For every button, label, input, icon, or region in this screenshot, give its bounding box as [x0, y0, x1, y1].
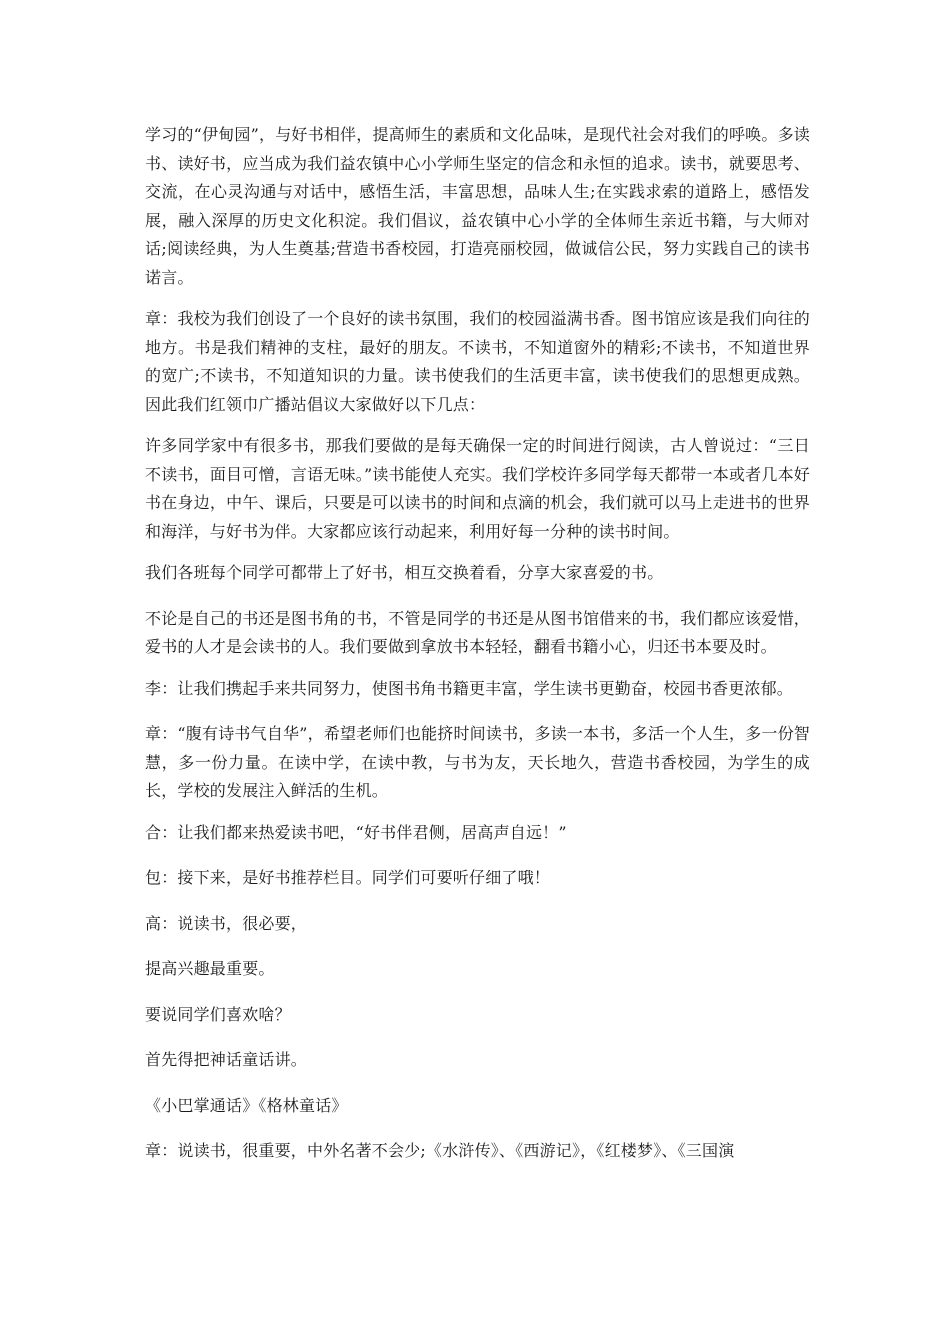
- paragraph-5: 不论是自己的书还是图书角的书，不管是同学的书还是从图书馆借来的书，我们都应该爱惜，爱书的人才是会读书的人。我们要做到拿放书本轻轻，翻看书籍小心，归还书本要及时。: [145, 608, 810, 656]
- paragraph-2: 章：我校为我们创设了一个良好的读书氛围，我们的校园溢满书香。图书馆应该是我们向往的地方。书是我们精神的支柱，最好的朋友。不读书，不知道窗外的精彩;不读书，不知道世界的宽广;不读书，不知道知识的力量。读书使我们的生活更丰富，读书使我们的思想更成熟。因此我们红领巾广播站倡议大家做好以下几点：: [145, 309, 810, 414]
- paragraph-10: 高：说读书，很必要，: [145, 913, 308, 933]
- document-body: [145, 121, 810, 1179]
- paragraph-14: 《小巴掌通话》《格林童话》: [145, 1095, 348, 1115]
- paragraph-1: 学习的“伊甸园”，与好书相伴，提高师生的素质和文化品味，是现代社会对我们的呼唤。多读书、读好书，应当成为我们益农镇中心小学师生坚定的信念和永恒的追求。读书，就要思考、交流，在心灵沟通与对话中，感悟生活，丰富思想，品味人生;在实践求索的道路上，感悟发展，融入深厚的历史文化积淀。我们倡议，益农镇中心小学的全体师生亲近书籍，与大师对话;阅读经典，为人生奠基;营造书香校园，打造亮丽校园，做诚信公民，努力实践自己的读书诺言。: [145, 125, 810, 287]
- paragraph-12: 要说同学们喜欢啥？: [145, 1004, 291, 1024]
- paragraph-13: 首先得把神话童话讲。: [145, 1050, 308, 1069]
- paragraph-8: 合：让我们都来热爱读书吧，“好书伴君侧，居高声自远！”: [145, 822, 567, 842]
- paragraph-6: 李：让我们携起手来共同努力，使图书角书籍更丰富，学生读书更勤奋，校园书香更浓郁。: [145, 678, 794, 698]
- paragraph-4: 我们各班每个同学可都带上了好书，相互交换着看，分享大家喜爱的书。: [145, 563, 664, 582]
- paragraph-11: 提高兴趣最重要。: [145, 959, 275, 978]
- paragraph-15: 章：说读书，很重要，中外名著不会少;《水浒传》、《西游记》，《红楼梦》、《三国演: [145, 1141, 735, 1160]
- paragraph-9: 包：接下来，是好书推荐栏目。同学们可要听仔细了哦！: [145, 868, 551, 887]
- paragraph-7: 章：“腹有诗书气自华”，希望老师们也能挤时间读书，多读一本书，多活一个人生，多一份智慧，多一份力量。在读中学，在读中教，与书为友，天长地久，营造书香校园，为学生的成长，学校的发展注入鲜活的生机。: [145, 724, 810, 800]
- paragraph-3: 许多同学家中有很多书，那我们要做的是每天确保一定的时间进行阅读，古人曾说过：“三日不读书，面目可憎，言语无味。”读书能使人充实。我们学校许多同学每天都带一本或者几本好书在身边，中午、课后，只要是可以读书的时间和点滴的机会，我们就可以马上走进书的世界和海洋，与好书为伴。大家都应该行动起来，利用好每一分种的读书时间。: [145, 436, 810, 541]
